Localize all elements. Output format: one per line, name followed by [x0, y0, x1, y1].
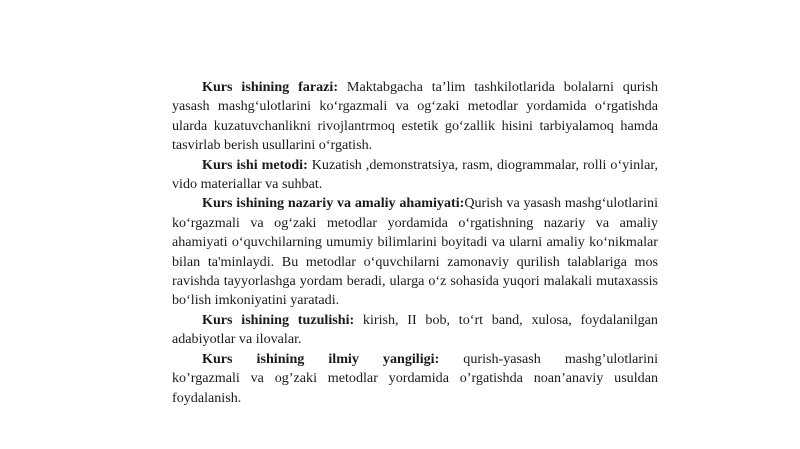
paragraph-novelty-line1 — [172, 350, 658, 369]
text-novelty-line1: qurish-yasash mashg’ulotlarini — [439, 350, 658, 367]
paragraph-structure — [172, 311, 658, 350]
heading-structure: Kurs ishining tuzulishi: — [202, 311, 355, 328]
text-hypothesis: Maktabgacha taʼlim tashkilotlarida bolalarni qurish yasash mashgʻulotlarini koʻrgazmali va ogʻzaki metodlar yordamida oʻrgatishda ularda kuzatuvchanlikni rivojlantrmoq estetik goʻzallik hisini tarbiyalamoq hamda tasvirlab berish usullarini oʻrgatish. — [172, 79, 659, 154]
heading-method: Kurs ishi metodi: — [202, 156, 308, 173]
document-body — [172, 78, 658, 408]
heading-novelty: Kurs ishining ilmiy yangiligi: — [202, 350, 440, 367]
heading-significance: Kurs ishining nazariy va amaliy ahamiyati: — [202, 195, 465, 212]
paragraph-novelty-rest — [172, 369, 658, 408]
text-significance: Qurish va yasash mashgʻulotlarini koʻrgazmali va ogʻzaki metodlar yordamida oʻrgatishning nazariy va amaliy ahamiyati oʻquvchilarning umumiy bilimlarini boyitadi va ularni amaliy koʻnikmalar bilan ta'minlaydi. Bu metodlar oʻquvchilarni zamonaviy qurilish talablariga mos ravishda tayyorlashga yordam beradi, ularga oʻz sohasida yuqori malakali mutaxassis boʻlish imkoniyatini yaratadi. — [172, 195, 658, 309]
text-novelty-rest: ko’rgazmali va og’zaki metodlar yordamida o’rgatishda noan’anaviy usuldan foydalanish. — [172, 370, 658, 406]
text-structure: kirish, II bob, toʻrt band, xulosa, foydalanilgan adabiyotlar va ilovalar. — [172, 311, 658, 348]
paragraph-method — [172, 156, 658, 195]
paragraph-hypothesis — [172, 78, 658, 156]
heading-hypothesis: Kurs ishining farazi: — [202, 79, 339, 95]
text-method: Kuzatish ,demonstratsiya, rasm, diogrammalar, rolli oʻyinlar, vido materiallar va suhbat. — [172, 156, 658, 193]
paragraph-significance — [172, 194, 658, 310]
